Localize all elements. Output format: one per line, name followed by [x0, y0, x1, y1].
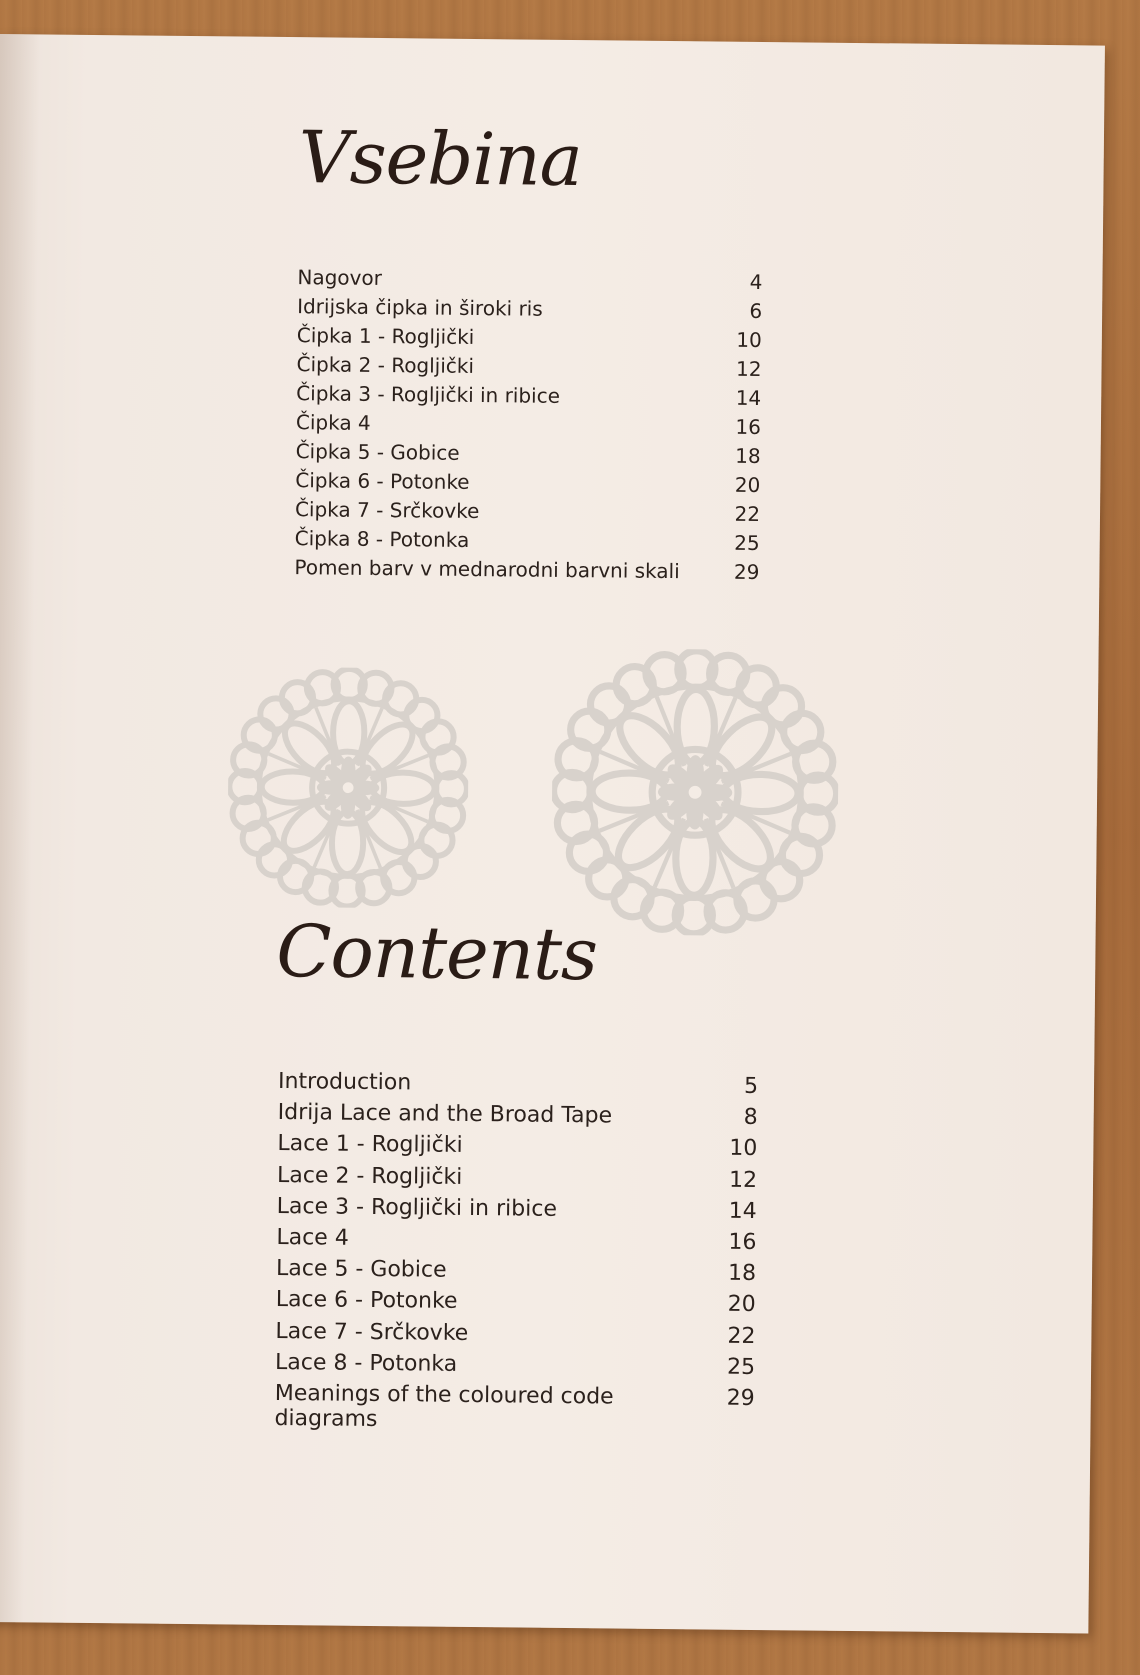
toc-entry-title: Idrijska čipka in široki ris: [297, 294, 543, 321]
toc-entry-page-number: 18: [727, 1260, 757, 1287]
toc-entry-page-number: 10: [736, 327, 762, 352]
toc-entry-page-number: 18: [735, 443, 761, 468]
toc-entry-title: Introduction: [277, 1068, 412, 1096]
toc-list-slovene: [294, 265, 762, 589]
toc-entry-page-number: 14: [735, 385, 762, 410]
toc-entry-title: Čipka 8 - Potonka: [294, 526, 470, 552]
toc-entry-title: Pomen barv v mednarodni barvni skali: [294, 555, 680, 584]
toc-entry-page-number: 29: [733, 559, 760, 584]
toc-entry-title: Lace 8 - Potonka: [274, 1349, 458, 1377]
toc-entry: [274, 1380, 755, 1432]
toc-entry-page-number: 25: [734, 530, 760, 555]
toc-entry-title: Čipka 4: [295, 410, 371, 435]
toc-entry: [275, 1350, 755, 1386]
page-binding-shadow: [0, 34, 40, 1622]
toc-entry: [276, 1287, 756, 1323]
toc-entry-page-number: 20: [734, 472, 761, 497]
toc-entry-title: Čipka 6 - Potonke: [295, 468, 470, 494]
booklet-page: [0, 34, 1105, 1633]
toc-entry-page-number: 6: [749, 298, 763, 323]
toc-entry-page-number: 16: [728, 1229, 757, 1255]
toc-entry: [277, 1194, 757, 1230]
toc-entry-page-number: 20: [727, 1292, 756, 1318]
toc-entry-title: Lace 3 - Rogljički in ribice: [276, 1193, 558, 1222]
toc-entry-page-number: 25: [726, 1354, 756, 1380]
toc-entry: [275, 1318, 755, 1354]
toc-entry: [278, 1069, 758, 1105]
toc-entry-page-number: 12: [728, 1167, 758, 1193]
lace-doily-right: [551, 648, 840, 937]
toc-entry-page-number: 5: [743, 1073, 759, 1099]
toc-entry-title: Lace 5 - Gobice: [275, 1256, 447, 1283]
toc-entry-title: Čipka 2 - Rogljički: [296, 352, 475, 378]
toc-entry-title: Meanings of the coloured code diagrams: [274, 1380, 614, 1432]
toc-entry-title: Čipka 1 - Rogljički: [296, 323, 475, 349]
toc-entry-title: Lace 6 - Potonke: [275, 1287, 458, 1315]
toc-entry: [294, 555, 759, 589]
toc-entry-title: Lace 4: [276, 1224, 349, 1251]
toc-entry: [276, 1256, 756, 1292]
toc-entry-page-number: 22: [734, 501, 761, 526]
toc-entry-page-number: 4: [749, 269, 763, 294]
toc-entry-title: Čipka 7 - Srčkovke: [294, 497, 480, 524]
lace-doily-left: [227, 666, 470, 909]
toc-entry-title: Čipka 5 - Gobice: [295, 439, 460, 465]
toc-entry: [276, 1225, 756, 1261]
toc-list-english: [274, 1068, 759, 1432]
toc-entry: [278, 1100, 758, 1136]
toc-entry-page-number: 16: [735, 414, 762, 439]
toc-entry-page-number: 10: [729, 1136, 758, 1162]
toc-entry-page-number: 29: [726, 1385, 755, 1411]
toc-entry-page-number: 22: [727, 1323, 756, 1349]
toc-entry-title: Idrija Lace and the Broad Tape: [277, 1100, 613, 1129]
toc-entry-page-number: 14: [728, 1198, 757, 1224]
toc-entry-page-number: 8: [743, 1105, 758, 1131]
toc-entry-title: Nagovor: [297, 265, 383, 291]
toc-entry: [277, 1131, 757, 1167]
toc-entry-title: Čipka 3 - Rogljički in ribice: [296, 381, 561, 408]
contents-heading-slovene: Vsebina: [298, 115, 583, 203]
toc-entry-title: Lace 2 - Rogljički: [276, 1162, 463, 1190]
toc-entry-title: Lace 7 - Srčkovke: [275, 1318, 469, 1346]
toc-entry-title: Lace 1 - Rogljički: [277, 1131, 463, 1159]
toc-entry: [277, 1163, 757, 1199]
toc-entry-page-number: 12: [735, 356, 762, 381]
contents-heading-english: Contents: [275, 908, 598, 997]
